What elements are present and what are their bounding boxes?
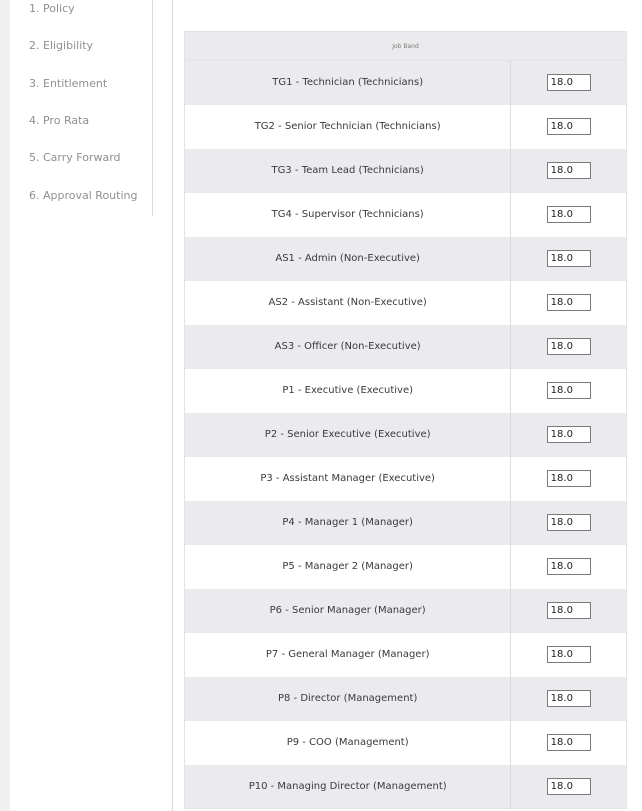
job-band-name: P5 - Manager 2 (Manager) bbox=[185, 545, 511, 589]
entitlement-input[interactable] bbox=[547, 514, 591, 531]
table-row bbox=[185, 545, 627, 589]
entitlement-input[interactable] bbox=[547, 734, 591, 751]
entitlement-cell bbox=[511, 721, 627, 765]
entitlement-cell bbox=[511, 193, 627, 237]
entitlement-input[interactable] bbox=[547, 426, 591, 443]
table-row bbox=[185, 501, 627, 545]
table-row bbox=[185, 765, 627, 809]
entitlement-panel bbox=[173, 0, 642, 811]
table-row bbox=[185, 325, 627, 369]
entitlement-input[interactable] bbox=[547, 74, 591, 91]
job-band-name: P2 - Senior Executive (Executive) bbox=[185, 413, 511, 457]
step-policy[interactable]: 1. Policy bbox=[29, 2, 75, 15]
entitlement-input[interactable] bbox=[547, 338, 591, 355]
table-row bbox=[185, 105, 627, 149]
table-row bbox=[185, 633, 627, 677]
job-band-name: TG4 - Supervisor (Technicians) bbox=[185, 193, 511, 237]
entitlement-input[interactable] bbox=[547, 206, 591, 223]
entitlement-input[interactable] bbox=[547, 382, 591, 399]
job-band-table bbox=[184, 31, 627, 809]
entitlement-input[interactable] bbox=[547, 250, 591, 267]
job-band-name: P3 - Assistant Manager (Executive) bbox=[185, 457, 511, 501]
table-row bbox=[185, 589, 627, 633]
entitlement-cell bbox=[511, 105, 627, 149]
table-header-row bbox=[185, 32, 627, 61]
table-row bbox=[185, 457, 627, 501]
entitlement-cell bbox=[511, 149, 627, 193]
entitlement-input[interactable] bbox=[547, 690, 591, 707]
step-carry-forward[interactable]: 5. Carry Forward bbox=[29, 151, 121, 164]
entitlement-cell bbox=[511, 369, 627, 413]
job-band-name: AS3 - Officer (Non-Executive) bbox=[185, 325, 511, 369]
entitlement-input[interactable] bbox=[547, 162, 591, 179]
table-row bbox=[185, 677, 627, 721]
job-band-name: TG2 - Senior Technician (Technicians) bbox=[185, 105, 511, 149]
table-row bbox=[185, 281, 627, 325]
table-row bbox=[185, 193, 627, 237]
table-row bbox=[185, 369, 627, 413]
entitlement-cell bbox=[511, 237, 627, 281]
wizard-sidebar bbox=[10, 0, 172, 811]
entitlement-cell bbox=[511, 413, 627, 457]
entitlement-cell bbox=[511, 61, 627, 105]
entitlement-input[interactable] bbox=[547, 470, 591, 487]
job-band-name: P9 - COO (Management) bbox=[185, 721, 511, 765]
step-pro-rata[interactable]: 4. Pro Rata bbox=[29, 114, 90, 127]
job-band-header: Job Band bbox=[185, 32, 627, 61]
job-band-name: P10 - Managing Director (Management) bbox=[185, 765, 511, 809]
entitlement-input[interactable] bbox=[547, 778, 591, 795]
entitlement-cell bbox=[511, 633, 627, 677]
job-band-name: P1 - Executive (Executive) bbox=[185, 369, 511, 413]
job-band-name: P7 - General Manager (Manager) bbox=[185, 633, 511, 677]
job-band-name: TG1 - Technician (Technicians) bbox=[185, 61, 511, 105]
table-row bbox=[185, 413, 627, 457]
step-entitlement[interactable]: 3. Entitlement bbox=[29, 77, 108, 90]
page-margin bbox=[0, 0, 10, 811]
table-row bbox=[185, 61, 627, 105]
entitlement-input[interactable] bbox=[547, 294, 591, 311]
sidebar-divider bbox=[152, 0, 153, 216]
table-row bbox=[185, 237, 627, 281]
entitlement-cell bbox=[511, 457, 627, 501]
step-approval-routing[interactable]: 6. Approval Routing bbox=[29, 189, 138, 202]
entitlement-input[interactable] bbox=[547, 646, 591, 663]
table-row bbox=[185, 149, 627, 193]
job-band-name: AS2 - Assistant (Non-Executive) bbox=[185, 281, 511, 325]
entitlement-cell bbox=[511, 765, 627, 809]
step-eligibility[interactable]: 2. Eligibility bbox=[29, 39, 94, 52]
entitlement-input[interactable] bbox=[547, 118, 591, 135]
job-band-name: P4 - Manager 1 (Manager) bbox=[185, 501, 511, 545]
job-band-name: TG3 - Team Lead (Technicians) bbox=[185, 149, 511, 193]
entitlement-cell bbox=[511, 325, 627, 369]
entitlement-input[interactable] bbox=[547, 558, 591, 575]
entitlement-cell bbox=[511, 501, 627, 545]
entitlement-cell bbox=[511, 589, 627, 633]
entitlement-cell bbox=[511, 545, 627, 589]
entitlement-cell bbox=[511, 677, 627, 721]
table-row bbox=[185, 721, 627, 765]
entitlement-input[interactable] bbox=[547, 602, 591, 619]
job-band-name: AS1 - Admin (Non-Executive) bbox=[185, 237, 511, 281]
job-band-name: P6 - Senior Manager (Manager) bbox=[185, 589, 511, 633]
entitlement-cell bbox=[511, 281, 627, 325]
job-band-name: P8 - Director (Management) bbox=[185, 677, 511, 721]
